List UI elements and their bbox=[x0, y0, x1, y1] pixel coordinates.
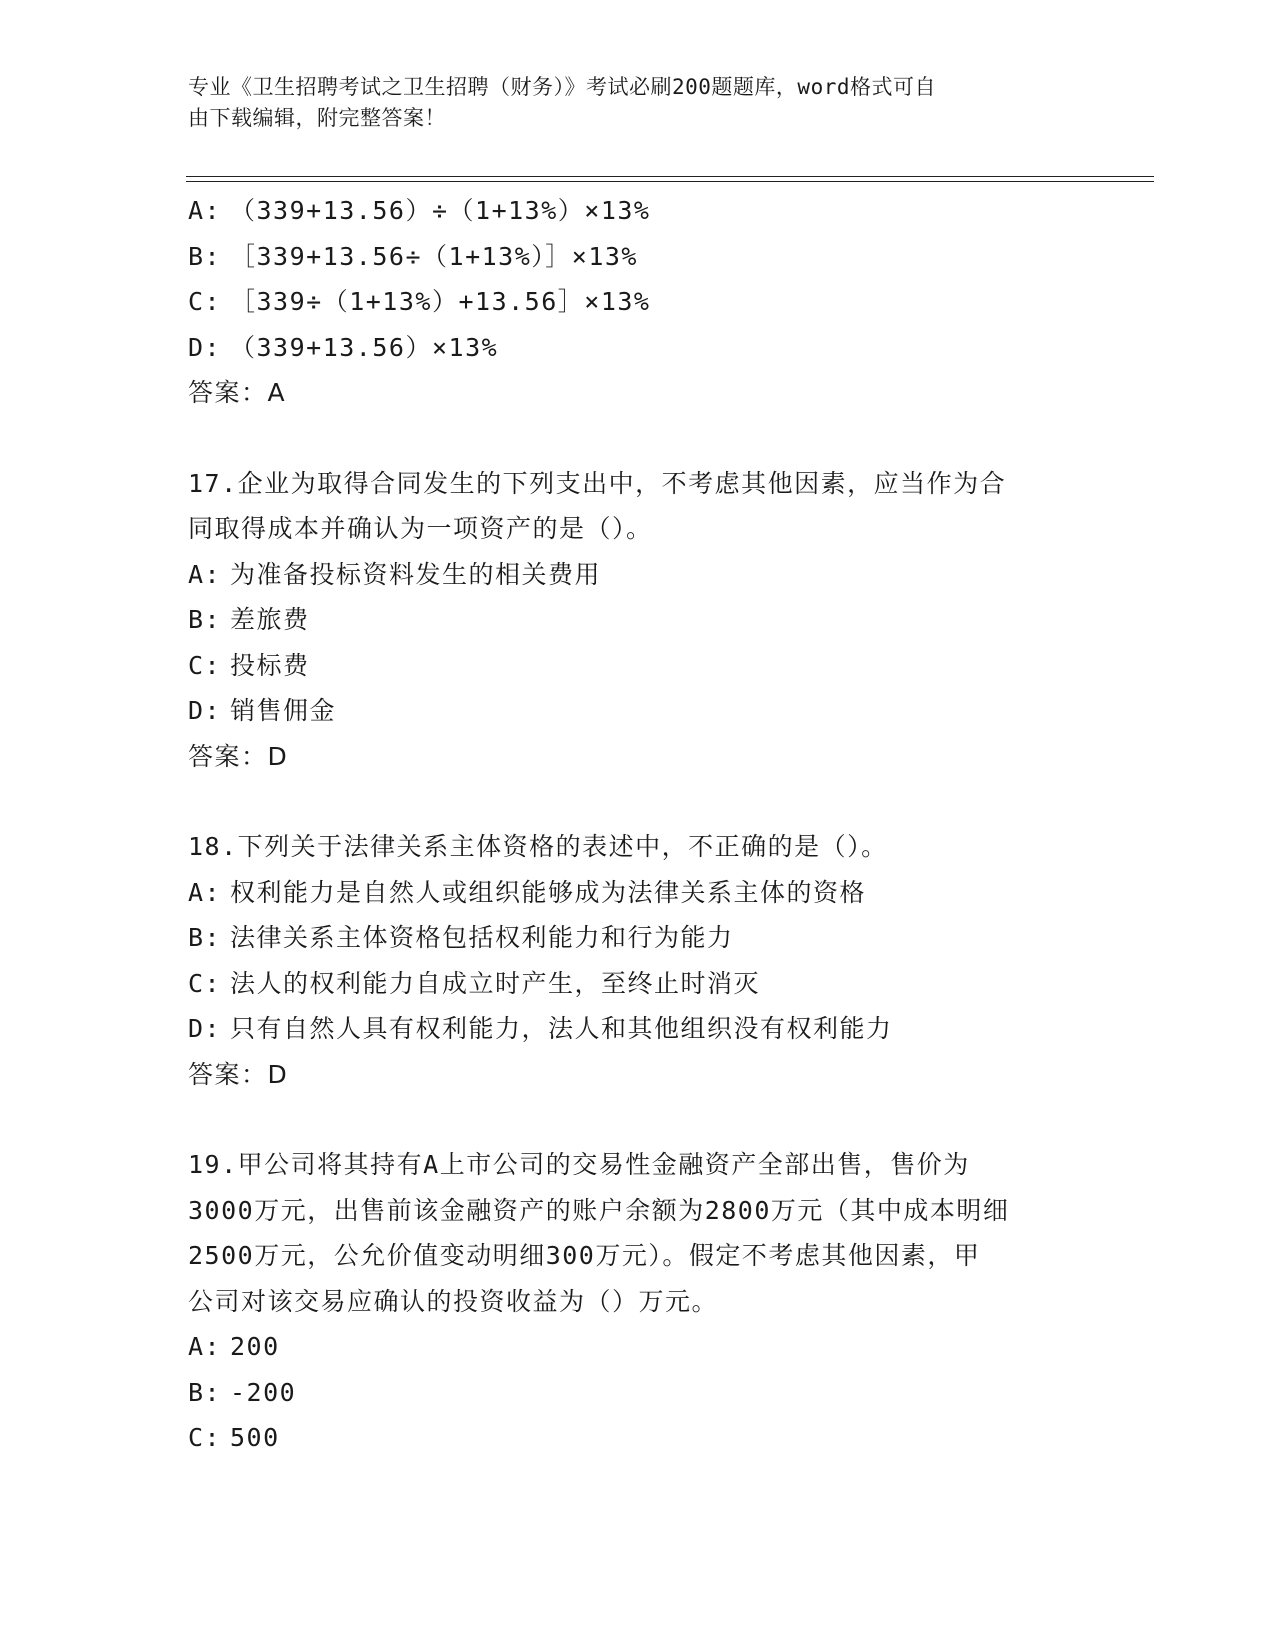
option-b: B: ［339+13.56÷（1+13%）］×13% bbox=[188, 241, 638, 271]
option-a: A: 权利能力是自然人或组织能够成为法律关系主体的资格 bbox=[188, 877, 867, 907]
option-b: B: 差旅费 bbox=[188, 605, 310, 634]
option-c: C: 投标费 bbox=[188, 650, 310, 680]
option-a: A: （339+13.56）÷（1+13%）×13% bbox=[188, 196, 651, 225]
option-c: C: 500 bbox=[188, 1423, 280, 1452]
question-stem: 18.下列关于法律关系主体资格的表述中，不正确的是（）。 bbox=[188, 832, 888, 861]
question-stem: 2500万元，公允价值变动明细300万元）。假定不考虑其他因素，甲 bbox=[188, 1241, 981, 1270]
header-line-1: 专业《卫生招聘考试之卫生招聘（财务）》考试必刷200题题库，word格式可自 bbox=[188, 75, 936, 99]
question-stem: 同取得成本并确认为一项资产的是（）。 bbox=[188, 514, 653, 543]
option-d: D: 销售佣金 bbox=[188, 696, 337, 725]
question-17 bbox=[188, 461, 1088, 780]
answer: 答案：A bbox=[188, 378, 287, 407]
answer: 答案：D bbox=[188, 741, 289, 771]
question-18 bbox=[188, 824, 1088, 1097]
question-stem: 17.企业为取得合同发生的下列支出中，不考虑其他因素，应当作为合 bbox=[188, 468, 1007, 498]
header-divider-top bbox=[186, 176, 1154, 177]
header-line-2: 由下载编辑，附完整答案！ bbox=[188, 106, 446, 130]
option-a: A: 200 bbox=[188, 1332, 280, 1361]
page-header bbox=[188, 72, 1068, 134]
question-stem: 19.甲公司将其持有A上市公司的交易性金融资产全部出售，售价为 bbox=[188, 1150, 970, 1179]
answer: 答案：D bbox=[188, 1059, 289, 1089]
header-divider-bottom bbox=[186, 181, 1154, 182]
question-stem: 3000万元，出售前该金融资产的账户余额为2800万元（其中成本明细 bbox=[188, 1195, 1010, 1225]
question-list bbox=[188, 188, 1088, 1461]
question-16 bbox=[188, 188, 1088, 416]
option-c: C: 法人的权利能力自成立时产生，至终止时消灭 bbox=[188, 968, 761, 998]
question-19 bbox=[188, 1142, 1088, 1461]
option-d: D: （339+13.56）×13% bbox=[188, 332, 499, 362]
option-b: B: -200 bbox=[188, 1377, 297, 1407]
option-c: C: ［339÷（1+13%）+13.56］×13% bbox=[188, 287, 651, 316]
option-b: B: 法律关系主体资格包括权利能力和行为能力 bbox=[188, 923, 734, 952]
option-d: D: 只有自然人具有权利能力，法人和其他组织没有权利能力 bbox=[188, 1014, 893, 1043]
option-a: A: 为准备投标资料发生的相关费用 bbox=[188, 559, 602, 589]
question-stem: 公司对该交易应确认的投资收益为（）万元。 bbox=[188, 1286, 719, 1316]
